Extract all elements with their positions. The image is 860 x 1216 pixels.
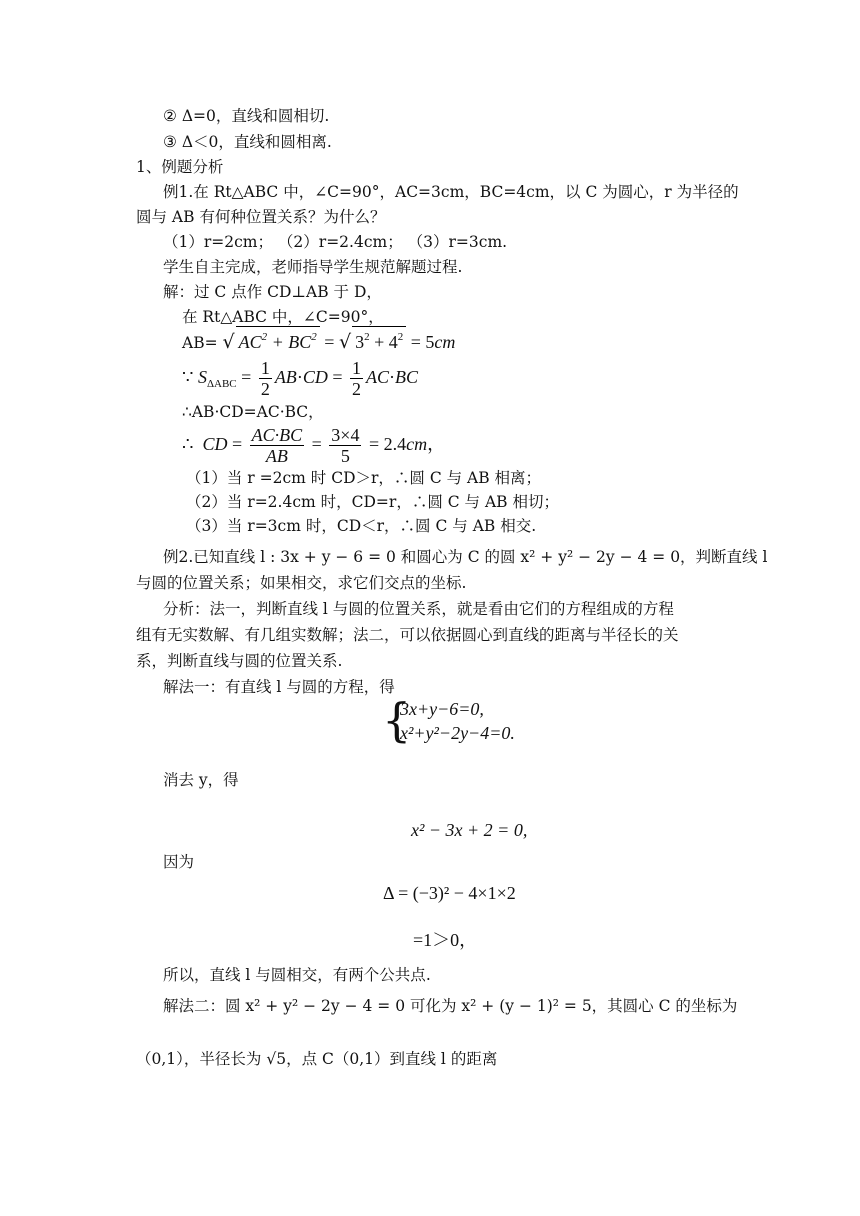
method2-continued: （0,1），半径长为 √5，点 C（0,1）到直线 l 的距离: [136, 1050, 498, 1068]
analysis-line1: 分析：法一，判断直线 l 与圆的位置关系，就是看由它们的方程组成的方程: [163, 600, 674, 618]
method1-intro: 解法一：有直线 l 与圆的方程，得: [163, 678, 395, 696]
system-eq1: 3x+y−6=0,: [400, 699, 484, 719]
because-label: 因为: [163, 853, 195, 871]
conclusion: 所以，直线 l 与圆相交，有两个公共点.: [163, 966, 431, 984]
product-equality: ∴AB·CD=AC·BC，: [182, 403, 324, 421]
analysis-line2: 组有无实数解、有几组实数解；法二，可以依据圆心到直线的距离与半径长的关: [136, 626, 679, 644]
discriminant: Δ = (−3)² − 4×1×2: [383, 883, 516, 903]
example1-statement: 例1.在 Rt△ABC 中，∠C=90°，AC=3cm，BC=4cm，以 C 为圆心，r 为半径的: [163, 183, 739, 201]
case-separate: ③ Δ＜0，直线和圆相离.: [163, 133, 332, 151]
example1-cases: （1）r=2cm； （2）r=2.4cm； （3）r=3cm.: [163, 233, 508, 251]
solution-context: 在 Rt△ABC 中，∠C=90°，: [182, 308, 384, 326]
example2-question: 与圆的位置关系；如果相交，求它们交点的坐标.: [136, 574, 467, 592]
ab-label: AB=: [182, 334, 218, 352]
case1-result: （1）当 r =2cm 时 CD＞r，∴圆 C 与 AB 相离；: [186, 469, 542, 487]
case-tangent: ② Δ=0，直线和圆相切.: [163, 107, 330, 125]
ab-formula-rendered: √ $AC^2 + BC^2$ = √ $3^2 + 4^2 = 5cm$: [223, 332, 456, 352]
section-heading: 1、例题分析: [136, 158, 224, 176]
cd-formula: ∴ CD = $\frac{AC\cdot BC}{AB}$ = $\frac{3\times 4}{5}$ = 2.4cm，: [182, 425, 446, 467]
area-formula: ∵ $S_{\Delta ABC}$ = $\frac{1}{2}$ AB·CD = $\frac{1}{2}$ AC·BC: [182, 358, 419, 400]
case2-result: （2）当 r=2.4cm 时，CD=r，∴圆 C 与 AB 相切；: [186, 493, 559, 511]
solution-start: 解：过 C 点作 CD⊥AB 于 D，: [163, 283, 382, 301]
teacher-note: 学生自主完成，老师指导学生规范解题过程.: [163, 258, 463, 276]
example1-question: 圆与 AB 有何种位置关系？为什么？: [136, 208, 386, 226]
analysis-line3: 系，判断直线与圆的位置关系.: [136, 652, 343, 670]
discriminant-result: =1＞0，: [413, 930, 478, 950]
method2-statement: 解法二：圆 x² + y² − 2y − 4 = 0 可化为 x² + (y − 1)² = 5，其圆心 C 的坐标为: [163, 997, 738, 1015]
system-eq2: x²+y²−2y−4=0.: [400, 723, 515, 743]
eliminate-y: 消去 y，得: [163, 771, 239, 789]
example2-statement: 例2.已知直线 l : 3x + y − 6 = 0 和圆心为 C 的圆 x² + y² − 2y − 4 = 0，判断直线 l: [163, 548, 768, 566]
quadratic-equation: x² − 3x + 2 = 0,: [411, 820, 528, 840]
case3-result: （3）当 r=3cm 时，CD＜r，∴圆 C 与 AB 相交.: [186, 517, 537, 535]
